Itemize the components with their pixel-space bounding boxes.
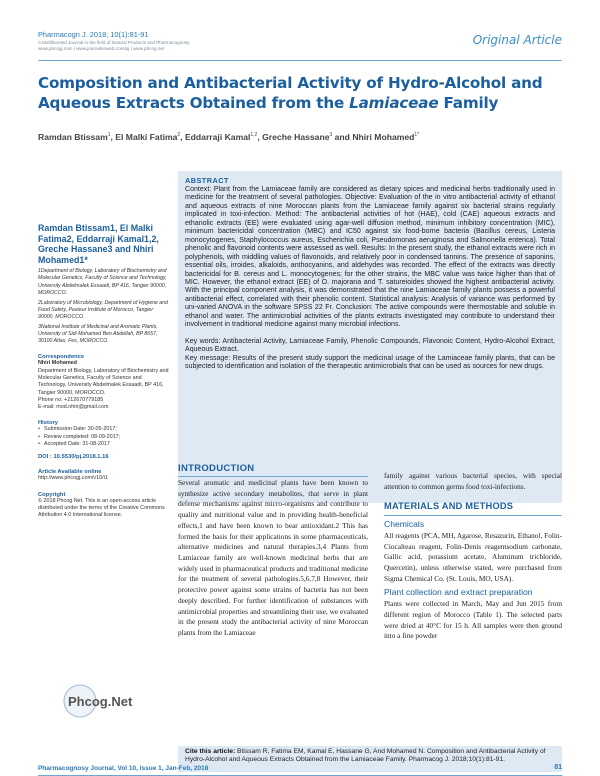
page-number: 81 [554,764,562,771]
body-column-right [384,471,562,642]
keywords: Key words: Antibacterial Activity, Lamiaceae Family, Phenolic Compounds, Flavonoic Content, Hydro-Alcohol Extract, Aqueous Extract. [185,337,555,354]
phone-number: Phone no: +212670779185 [38,396,104,403]
title-end: Family [438,94,499,112]
plant-collection-heading: Plant collection and extract preparation [384,587,533,598]
article-type-label: Original Article [472,33,562,47]
author-5: Nhiri Mohamed [352,132,415,142]
author-5-sup: 1* [414,132,420,139]
author-3: Eddarraji Kamal [184,132,251,142]
body-column-left [178,478,368,639]
online-url[interactable]: http://www.phcogj.com/v10/i1 [38,475,108,482]
history-item: • Accepted Date: 31-08-2017 [38,441,170,448]
chemicals-heading: Chemicals [384,519,425,530]
abstract-heading: ABSTRACT [185,176,229,185]
journal-citation-header: Pharmacogn J. 2018; 10(1):81-91 [38,30,149,39]
abstract-panel [178,171,562,503]
correspondence-name: Nhiri Mohamed [38,360,77,367]
history-item: • Review completed: 08-09-2017; [38,434,170,441]
history-item: • Submission Date: 30-05-2017; [38,426,170,433]
affiliation-1: 1Department of Biology, Laboratory of Biochemistry and Molecular Genetics, Faculty of Science and Technology, University Abdelmalek Essaadi, BP 416, Tangier 90000, MOROCCO. [38,268,167,296]
author-4: Greche Hassane [262,132,330,142]
cite-label: Cite this article: [185,748,236,755]
footer-journal: Pharmacognosy Journal, Vol 10, Issue 1, Jan-Feb, 2018 [38,765,209,772]
copyright-text: © 2018 Phcog.Net. This is an open-access article distributed under the terms of the Creative Commons Attribution 4.0 International license. [38,497,165,519]
title-main: Composition and Antibacterial Activity of Hydro-Alcohol and Aqueous Extracts Obtained from the [38,74,543,112]
author-2-sup: 2 [177,132,181,139]
email-link[interactable]: E-mail: mod.nhiri@gmail.com [38,404,109,411]
page-title [38,73,558,113]
history-list [38,426,170,448]
intro-divider [178,476,368,477]
phcog-logo-icon [60,676,160,726]
online-heading: Article Available online [38,469,102,476]
cite-text: Btissam R, Fatima EM, Kamal E, Hassane G, And Mohamed N. Composition and Antibacterial Activity of Hydro-Alcohol and Aqueous Extracts Obtained from the Lamiaceae Family. Pharmacog J. 2018;10(1):81-91. [185,748,546,764]
abstract-body: Context: Plant from the Lamiaceae family are considered as dietary spices and medicinal herbs traditionally used in medicine for the treatment of several pathologies. Objective: Evaluation of the in vitro antibacterial activity of ethanol and aqueous extracts of nine Moroccan plants from the Lamiaceae family against six bacterial strains regularly implicated in toxi-infection. Method: The antibacterial activities of hot (HAE), cold (CAE) aqueous extracts and ethanolic extracts (EE) were evaluated using agar-well diffusion method, minimum inhibitory concentration (MIC), minimum bactericidal concentration (MBC) and IC50 against six food-borne bacteria (Bacillus cereus, Listeria monocytogenes, Staphylococcus aureus, Escherichia coli, Pseudomonas aeruginosa and Salmonella enterica). Total phenolic and flavonoid contents were assessed as well. Results: In the present study, the ethanol extracts were rich in polyphenols, with middling values of flavonoids, and relatively poor in condensed tannins. The presence of saponins, essential oils, irroides, alkaloids, anthocyanins, and aldehydes was recorded. The effect of the extracts was directly bactericidal for B. cereus and L. monocytogenes; for the other strains, the MBC value was twice higher than that of MIC. However, the ethanol extract (EE) of O. majorana and T. satureioides showed the highest antibacterial activity. With the principal component analysis, it was demonstrated that the nine Lamiaceae family plants possess a powerful antibacterial effect, correlated with their phenolic content. Statistical analysis: Analysis of variance was performed by uni-varied ANOVA in the software SPSS 22 Fr. Conclusion: The active compounds were thermostable and soluble in ethanol and water. The antimicrobial activities of the plants extracts investigated may contribute to understand their involvement in traditional medicine against many microbial infections. [185,186,555,329]
author-3-sup: 1,2 [250,132,258,139]
methods-divider [384,515,562,516]
author-sidebar [38,223,170,519]
doi-link[interactable]: DOI : 10.5530/pj.2018.1.16 [38,454,109,461]
introduction-heading: INTRODUCTION [178,463,255,474]
methods-heading: MATERIALS AND METHODS [384,501,514,512]
intro-continuation: family against various bacterial species, with special attention to common germs food toxi-infections. [384,471,562,491]
title-italic: Lamiaceae [349,94,439,112]
header-divider [38,60,562,61]
intro-paragraph: Several aromatic and medicinal plants have been known to synthesize active secondary metabolites, that serve in plant defense mechanisms against micro-organisms and contribute to quality and nutritional value and in providing health-beneficial effects,1 and have been known to bear antioxidant.2 This has formed the basis for their applications in some pharmaceuticals, alternative medicines and natural therapies.3,4 Plants from Lamiaceae family are well-known medicinal herbs that are widely used in pharmaceutical products and traditional medicine for the treatment of several pathologies.5,6,7,8 However, their protective power against some strains of bacteria has not been deeply described. For further identification of substances with antimicrobial properties and streamlining their use, we evaluated in the present study the antibacterial activity of nine Moroccan plants from the Lamiaceae [178,478,368,638]
author-1-sup: 1 [107,132,111,139]
author-list: Ramdan Btissam$^1$, El Malki Fatima$^2$, Eddarraji Kamal$^{1,2}$, Greche Hassane$^3$ and Nhiri Mohamed$^{1*}$ [38,132,420,142]
journal-tagline: A Multifaceted Journal in the field of Natural Products and Pharmacognosy [38,40,190,45]
affiliation-2: 2Laboratory of Microbiology, Department of Hygiene and Food Safety, Pasteur Institute of Morocco, Tangier 90000, MOROCCO. [38,299,168,320]
cite-box [178,746,562,772]
logo-text: Phcog.Net [68,694,133,709]
sidebar-author-names: Ramdan Btissam1, El Malki Fatima2, Eddarraji Kamal1,2, Greche Hassane3 and Nhiri Mohamed1* [38,223,159,265]
journal-urls[interactable]: www.phcogj.com | www.journalonweb.com/pj | www.phcog.net [38,46,165,52]
correspondence-heading: Correspondence [38,354,85,361]
author-1: Ramdan Btissam [38,132,108,142]
history-heading: History [38,420,58,427]
correspondence-address: Department of Biology, Laboratory of Biochemistry and Molecular Genetics, Faculty of Science and Technology, University Abdelmalek Essaadi, BP 416, Tangier 90000, MOROCCO. [38,367,169,396]
chemicals-paragraph: All reagents (PCA, MH, Agarose, Resazurin, Ethanol, Folin-Ciocalteau reagent, Folin-Denis reagentsodium carbonate, Gallic acid, potassium acetate, Aluminum trichloride, Quercetin), unless otherwise stated, were purchased from Sigma Chemical Co. (St. Louis, MO, USA). [384,530,562,583]
key-message: Key message: Results of the present study support the medicinal usage of the Lamiaceae family plants, that can be subjected to identification and isolation of the therapeutic antimicrobials that can be used as sources for new drugs. [185,354,555,371]
affiliation-3: 3National Institute of Medicinal and Aromatic Plants, University of Sidi Mohamed Ben Abdellah, BP 8657, 30100 Atlas, Fes, MOROCCO. [38,324,158,345]
copyright-heading: Copyright [38,491,66,498]
abstract-spacer [185,330,555,338]
author-2: El Malki Fatima [115,132,178,142]
journal-subheader [38,40,238,53]
author-4-sup: 3 [329,132,333,139]
plant-collection-paragraph: Plants were collected in March, May and Jun 2015 from different region of Morocco (Table 1). The selected parts were dried at 40°C for 15 h. All samples were then ground into a fine powder [384,599,562,641]
